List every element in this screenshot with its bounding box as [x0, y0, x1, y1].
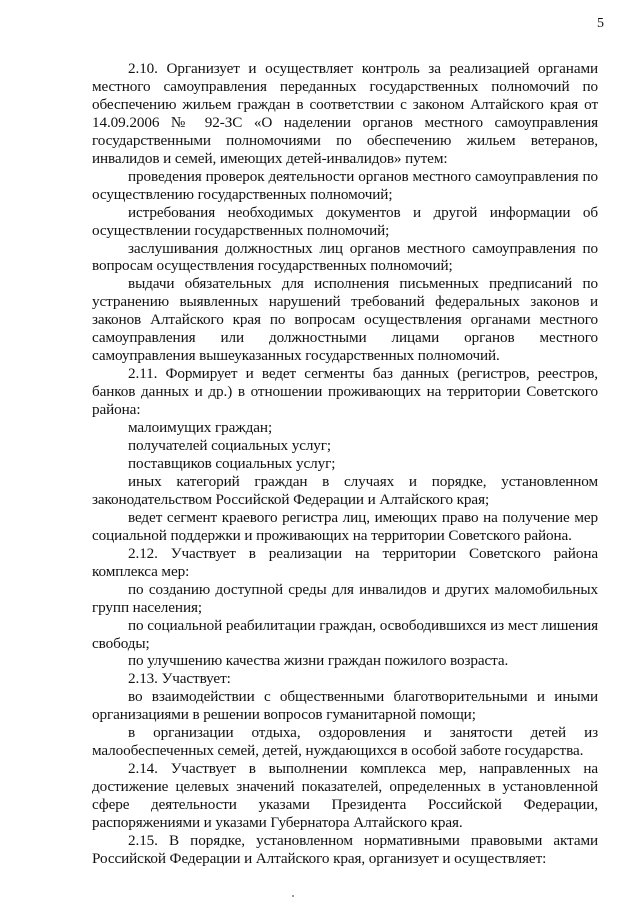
- document-body: [92, 60, 598, 868]
- page-number: 5: [597, 16, 604, 31]
- list-item: иных категорий граждан в случаях и порядке, установленном законодательством Российской Федерации и Алтайского края;: [92, 472, 598, 508]
- paragraph-2-14: 2.14. Участвует в выполнении комплекса мер, направленных на достижение целевых значений показателей, определенных в установленной сфере деятельности указами Президента Российской Федерации, распоряжениями и указами Губернатора Алтайского края.: [92, 760, 598, 832]
- paragraph-2-15: 2.15. В порядке, установленном нормативными правовыми актами Российской Федерации и Алтайского края, организует и осуществляет:: [92, 831, 598, 867]
- list-item: по улучшению качества жизни граждан пожилого возраста.: [128, 652, 509, 670]
- list-item: по социальной реабилитации граждан, освободившихся из мест лишения свободы;: [92, 616, 598, 652]
- list-item: заслушивания должностных лиц органов местного самоуправления по вопросам осуществления государственных полномочий;: [92, 239, 598, 275]
- list-item: ведет сегмент краевого регистра лиц, имеющих право на получение мер социальной поддержки и проживающих на территории Советского района.: [92, 508, 598, 544]
- paragraph-2-13: 2.13. Участвует:: [128, 670, 231, 688]
- list-item: поставщиков социальных услуг;: [128, 454, 336, 472]
- list-item: в организации отдыха, оздоровления и занятости детей из малообеспеченных семей, детей, нуждающихся в особой заботе государства.: [92, 724, 598, 760]
- list-item: малоимущих граждан;: [128, 419, 273, 437]
- paragraph-2-11: 2.11. Формирует и ведет сегменты баз данных (регистров, реестров, банков данных и др.) в отношении проживающих на территории Советского района:: [92, 365, 598, 419]
- paragraph-2-12: 2.12. Участвует в реализации на территории Советского района комплекса мер:: [92, 544, 598, 580]
- scan-speck: [292, 895, 294, 897]
- list-item: во взаимодействии с общественными благотворительными и иными организациями в решении вопросов гуманитарной помощи;: [92, 688, 598, 724]
- list-item: получателей социальных услуг;: [128, 437, 332, 455]
- paragraph-2-10: 2.10. Организует и осуществляет контроль за реализацией органами местного самоуправления переданных государственных полномочий по обеспечению жильем граждан в соответствии с законом Алтайского края от 14.09.2006 № 92-ЗС «О наделении органов местного самоуправления государственными полномочиями по обеспечению жильем ветеранов, инвалидов и семей, имеющих детей-инвалидов» путем:: [92, 60, 598, 167]
- list-item: истребования необходимых документов и другой информации об осуществлении государственных полномочий;: [92, 203, 598, 239]
- list-item: проведения проверок деятельности органов местного самоуправления по осуществлению государственных полномочий;: [92, 167, 598, 203]
- list-item: по созданию доступной среды для инвалидов и других маломобильных групп населения;: [92, 580, 598, 616]
- list-item: выдачи обязательных для исполнения письменных предписаний по устранению выявленных нарушений требований федеральных законов и законов Алтайского края по вопросам осуществления органами местного самоуправления или должностными лицами органов местного самоуправления вышеуказанных государственных полномочий.: [92, 275, 598, 365]
